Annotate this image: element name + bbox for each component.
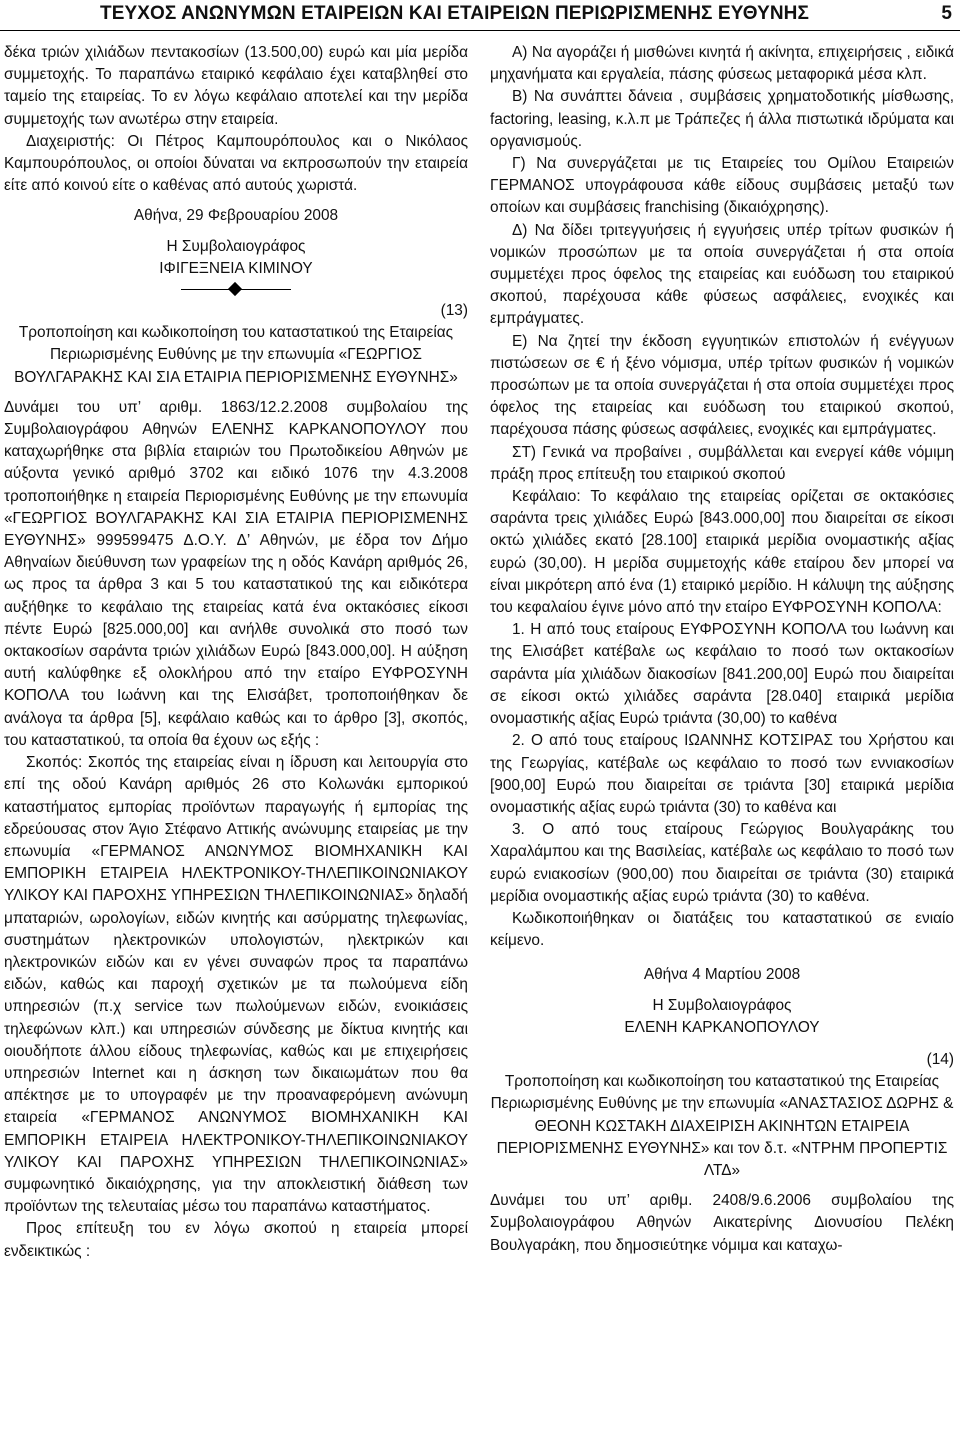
section-separator bbox=[181, 283, 291, 297]
paragraph-capital: Κεφάλαιο: Το κεφάλαιο της εταιρείας ορίζεται σε οκτακόσιες σαράντα τρεις χιλιάδες Ευρώ [843.000,00] που διαιρείται σε είκοσι οκτώ χιλιάδες εκατό [28.100] εταιρικά μερίδια ονομαστικής αξίας ευρώ (30,00). Η μερίδα συμμετοχής κάθε εταίρου δεν μπορεί να είναι μικρότερη από ένα (1) εταιρικό μερίδιο. Η κάλυψη της αύξησης του κεφαλαίου έγινε μόνο από την εταίρο ΕΥΦΡΟΣΥΝΗ ΚΟΠΟΛΑ: bbox=[490, 488, 954, 617]
notice-heading: Τροποποίηση και κωδικοποίηση του καταστατικού της Εταιρείας Περιωρισμένης Ευθύνης με την επωνυμία «ΑΝΑΣΤΑΣΙΟΣ ΔΩΡΗΣ & ΘΕΟΝΗ ΚΩΣΤΑΚΗ ΔΙΑΧΕΙΡΙΣΗ ΑΚΙΝΗΤΩΝ ΕΤΑΙΡΕΙΑ ΠΕΡΙΟΡΙΣΜΕΝΗΣ ΕΥΘΥΝΗΣ» και τον δ.τ. «ΝΤΡΗΜ ΠΡΟΠΕΡΤΙΣ ΛΤΔ» bbox=[490, 1073, 954, 1179]
page-number: 5 bbox=[941, 3, 952, 24]
diamond-icon bbox=[228, 282, 242, 296]
signature-name: ΕΛΕΝΗ ΚΑΡΚΑΝΟΠΟΥΛΟΥ bbox=[624, 1018, 820, 1036]
signature-date: Αθήνα, 29 Φεβρουαρίου 2008 bbox=[133, 207, 339, 225]
list-item: Γ) Να συνεργάζεται με τις Εταιρείες του Ομίλου Εταιρειών ΓΕΡΜΑΝΟΣ υπογράφουσα κάθε είδους συμβάσεις μεταξύ των οποίων και συμβάσεις franchising (δικαιόχρησης). bbox=[490, 155, 954, 217]
notice-number: (14) bbox=[926, 1050, 954, 1068]
paragraph: Κωδικοποιήθηκαν οι διατάξεις του καταστατικού σε ενιαίο κείμενο. bbox=[490, 909, 954, 950]
paragraph-administrator: Διαχειριστής: Οι Πέτρος Καμπουρόπουλος και ο Νικόλαος Καμπουρόπουλος, οι οποίοι δύναται να εκπροσωπούν την εταιρεία είτε από κοινού είτε ο καθένας από αυτούς χωριστά. bbox=[4, 132, 468, 195]
page-header bbox=[0, 0, 960, 31]
signature-name: ΙΦΙΓΕΞΝΕΙΑ ΚΙΜΙΝΟΥ bbox=[159, 259, 313, 277]
list-item: ΣΤ) Γενικά να προβαίνει , συμβάλλεται και ενεργεί κάθε νόμιμη πράξη προς επίτευξη του εταιρικού σκοπού bbox=[490, 443, 954, 483]
signature-date: Αθήνα 4 Μαρτίου 2008 bbox=[643, 966, 801, 984]
notice-number: (13) bbox=[440, 302, 468, 320]
list-item: Β) Να συνάπτει δάνεια , συμβάσεις χρηματοδοτικής μίσθωσης, factoring, leasing, κ.λ.π με Τράπεζες ή άλλα πιστωτικά ιδρύματα και οργανισμούς. bbox=[490, 88, 954, 150]
list-item: Ε) Να ζητεί την έκδοση εγγυητικών επιστολών ή ενέγγυων πιστώσεων σε € ή ξένο νόμισμα, υπέρ τρίτων φυσικών ή νομικών προσώπων με τα οποία συνεργάζεται ή στα οποία συμμετέχει προς όφελος της εταιρείας και ευόδωση του εταιρικού σκοπού, παρέχουσα πάσης φύσεως ασφάλειες, ενοχικές και εμπράγματες. bbox=[490, 332, 954, 439]
paragraph: Δυνάμει του υπ’ αριθμ. 1863/12.2.2008 συμβολαίου της Συμβολαιογράφου Αθηνών ΕΛΕΝΗΣ ΚΑΡΚΑΝΟΠΟΥΛΟΥ που καταχωρήθηκε στα βιβλία εταιριών του Πρωτοδικείου Αθηνών με αύξοντα γενικό αριθμό 3702 και ειδικό 1076 την 4.3.2008 τροποποιήθηκε η εταιρεία Περιορισμένης Ευθύνης με την επωνυμία «ΓΕΩΡΓΙΟΣ ΒΟΥΛΓΑΡΑΚΗΣ ΚΑΙ ΣΙΑ ΕΤΑΙΡΙΑ ΠΕΡΙΟΡΙΣΜΕΝΗΣ ΕΥΘΥΝΗΣ» 999599475 Δ.Ο.Υ. Δ’ Αθηνών, με έδρα τον Δήμο Αθηναίων διεύθυνση των γραφείων της η οδός Κανάρη αριθμός 26, ως προς τα άρθρα 3 και 5 του καταστατικού της και ειδικότερα αυξήθηκε το κεφάλαιο της εταιρείας κατά ένα οκτακόσιες είκοσι πέντε Ευρώ [825.000,00] και ανήλθε συνολικά στο ποσό των οκτακοσίων σαράντα τριών χιλιάδων Ευρώ [843.000,00]. Η αύξηση αυτή καλύφθηκε εξ ολοκλήρου από την εταίρο ΕΥΦΡΟΣΥΝΗ ΚΟΠΟΛΑ του Ιωάννη και της Ελισάβετ, τροποποιήθηκαν δε ανάλογα τα άρθρα [5], κεφάλαιο καθώς και το άρθρο [3], σκοπός, του καταστατικού, τα οποία θα έχουν ως εξής : bbox=[4, 398, 468, 749]
list-item: Α) Να αγοράζει ή μισθώνει κινητά ή ακίνητα, επιχειρήσεις , ειδικά μηχανήματα και εργαλεία, πάσης φύσεως μεταφορικά μέσα κλπ. bbox=[490, 44, 954, 84]
right-column bbox=[490, 42, 954, 1257]
journal-title: ΤΕΥΧΟΣ ΑΝΩΝΥΜΩΝ ΕΤΑΙΡΕΙΩΝ ΚΑΙ ΕΤΑΙΡΕΙΩΝ ΠΕΡΙΩΡΙΣΜΕΝΗΣ ΕΥΘΥΝΗΣ bbox=[100, 3, 810, 24]
paragraph: Δυνάμει του υπ’ αριθμ. 2408/9.6.2006 συμβολαίου της Συμβολαιογράφου Αθηνών Αικατερίνης Διονυσίου Πελέκη Βουλγαράκη, που δημοσιεύτηκε νόμιμα και καταχω- bbox=[490, 1192, 954, 1254]
signature-role: Η Συμβολαιογράφος bbox=[166, 237, 306, 255]
paragraph: δέκα τριών χιλιάδων πεντακοσίων (13.500,00) ευρώ και μία μερίδα συμμετοχής. Το παραπάνω εταιρικό κεφάλαιο έχει καταβληθεί στο ταμείο της εταιρείας. Το εν λόγω κεφάλαιο αποτελεί και την μερίδα συμμετοχής των ανωτέρω στην εταιρεία. bbox=[4, 44, 468, 128]
list-item: 3. Ο από τους εταίρους Γεώργιος Βουλγαράκης του Χαραλάμπου και της Βασιλείας, κατέβαλε ως κεφάλαιο το ποσό των ευρώ ενιακοσίων (900,00) που διαιρείται σε τριάντα (30) εταιρικά μερίδια ονομαστικής αξίας ευρώ τριάντα (30) το καθένα. bbox=[490, 821, 954, 905]
paragraph: Προς επίτευξη του εν λόγω σκοπού η εταιρεία μπορεί ενδεικτικώς : bbox=[4, 1220, 468, 1260]
left-column bbox=[4, 42, 468, 1263]
list-item: 1. Η από τους εταίρους ΕΥΦΡΟΣΥΝΗ ΚΟΠΟΛΑ του Ιωάννη και της Ελισάβετ κατέβαλε ως κεφάλαιο το ποσό των οκτακοσίων σαράντα μία χιλιάδων διακοσίων [841.200,00] Ευρώ που διαιρείται σε είκοσι οκτώ χιλιάδες σαράντα [28.040] εταιρικά μερίδια ονομαστικής αξίας Ευρώ τριάντα (30,00) το καθένα bbox=[490, 621, 954, 728]
list-item: 2. Ο από τους εταίρους ΙΩΑΝΝΗΣ ΚΟΤΣΙΡΑΣ του Χρήστου και της Γεωργίας, κατέβαλε ως κεφάλαιο το ποσό των εννιακοσίων [900,00] Ευρώ που διαιρείται σε τριάντα [30] εταιρικά μερίδια ονομαστικής αξίας ευρώ τριάντα (30) το καθένα και bbox=[490, 732, 954, 816]
signature-role: Η Συμβολαιογράφος bbox=[652, 996, 792, 1014]
paragraph-purpose: Σκοπός: Σκοπός της εταιρείας είναι η ίδρυση και λειτουργία στο επί της οδού Κανάρη αριθμός 26 στο Κολωνάκι εμπορικού καταστήματος εμπορίας προϊόντων παραγωγής ή εμπορίας της εδρεύουσας στον Άγιο Στέφανο Αττικής ανώνυμης εταιρείας με την επωνυμία «ΓΕΡΜΑΝΟΣ ΑΝΩΝΥΜΟΣ ΒΙΟΜΗΧΑΝΙΚΗ ΚΑΙ ΕΜΠΟΡΙΚΗ ΕΤΑΙΡΕΙΑ ΗΛΕΚΤΡΟΝΙΚΟΥ-ΤΗΛΕΠΙΚΟΙΝΩΝΙΑΚΟΥ ΥΛΙΚΟΥ ΚΑΙ ΠΑΡΟΧΗΣ ΥΠΗΡΕΣΙΩΝ ΤΗΛΕΠΙΚΟΙΝΩΝΙΑΣ» δηλαδή μπαταριών, ωρολογίων, ειδών κινητής και ασύρματης τηλεφωνίας, συστημάτων ηλεκτρονικών υπολογιστών, ηλεκτρικών και ηλεκτρονικών ειδών και εν γένει συναφών προς τα παραπάνω ειδών, καθώς και παροχή σχετικών με τα πωλούμενα είδη υπηρεσιών (π.χ service των πωλούμενων ειδών, ενοικιάσεις τηλεφώνων κλπ.) και υπηρεσιών σύνδεσης με δίκτυα κινητής και οιουδήποτε άλλου είδους τηλεφωνίας, καθώς και με επιχειρήσεις υπηρεσιών Internet και η άσκηση των δικαιωμάτων που θα απέκτησε με το υπογραφέν με την προαναφερόμενη ανώνυμη εταιρεία «ΓΕΡΜΑΝΟΣ ΑΝΩΝΥΜΟΣ ΒΙΟΜΗΧΑΝΙΚΗ ΚΑΙ ΕΜΠΟΡΙΚΗ ΕΤΑΙΡΕΙΑ ΗΛΕΚΤΡΟΝΙΚΟΥ-ΤΗΛΕΠΙΚΟΙΝΩΝΙΑΚΟΥ ΥΛΙΚΟΥ ΚΑΙ ΠΑΡΟΧΗΣ ΥΠΗΡΕΣΙΩΝ ΤΗΛΕΠΙΚΟΙΝΩΝΙΑΣ» συμφωνητικό δικαιόχρησης, για την αποκλειστική διάθεση των προϊόντων της τελευταίας μέσω του παραπάνω καταστήματος. bbox=[4, 754, 468, 1216]
list-item: Δ) Να δίδει τριτεγγυήσεις ή εγγυήσεις υπέρ τρίτων φυσικών ή νομικών προσώπων με τα οποία συνεργάζεται ή στα οποία συμμετέχει προς όφελος της εταιρείας και ευόδωση του εταιρικού σκοπού, παρέχουσα κάθε φύσεως ασφάλειες, ενοχικές και εμπράγματες. bbox=[490, 221, 954, 328]
notice-heading: Τροποποίηση και κωδικοποίηση του καταστατικού της Εταιρείας Περιωρισμένης Ευθύνης με την επωνυμία «ΓΕΩΡΓΙΟΣ ΒΟΥΛΓΑΡΑΚΗΣ ΚΑΙ ΣΙΑ ΕΤΑΙΡΙΑ ΠΕΡΙΟΡΙΣΜΕΝΗΣ ΕΥΘΥΝΗΣ» bbox=[14, 324, 458, 386]
